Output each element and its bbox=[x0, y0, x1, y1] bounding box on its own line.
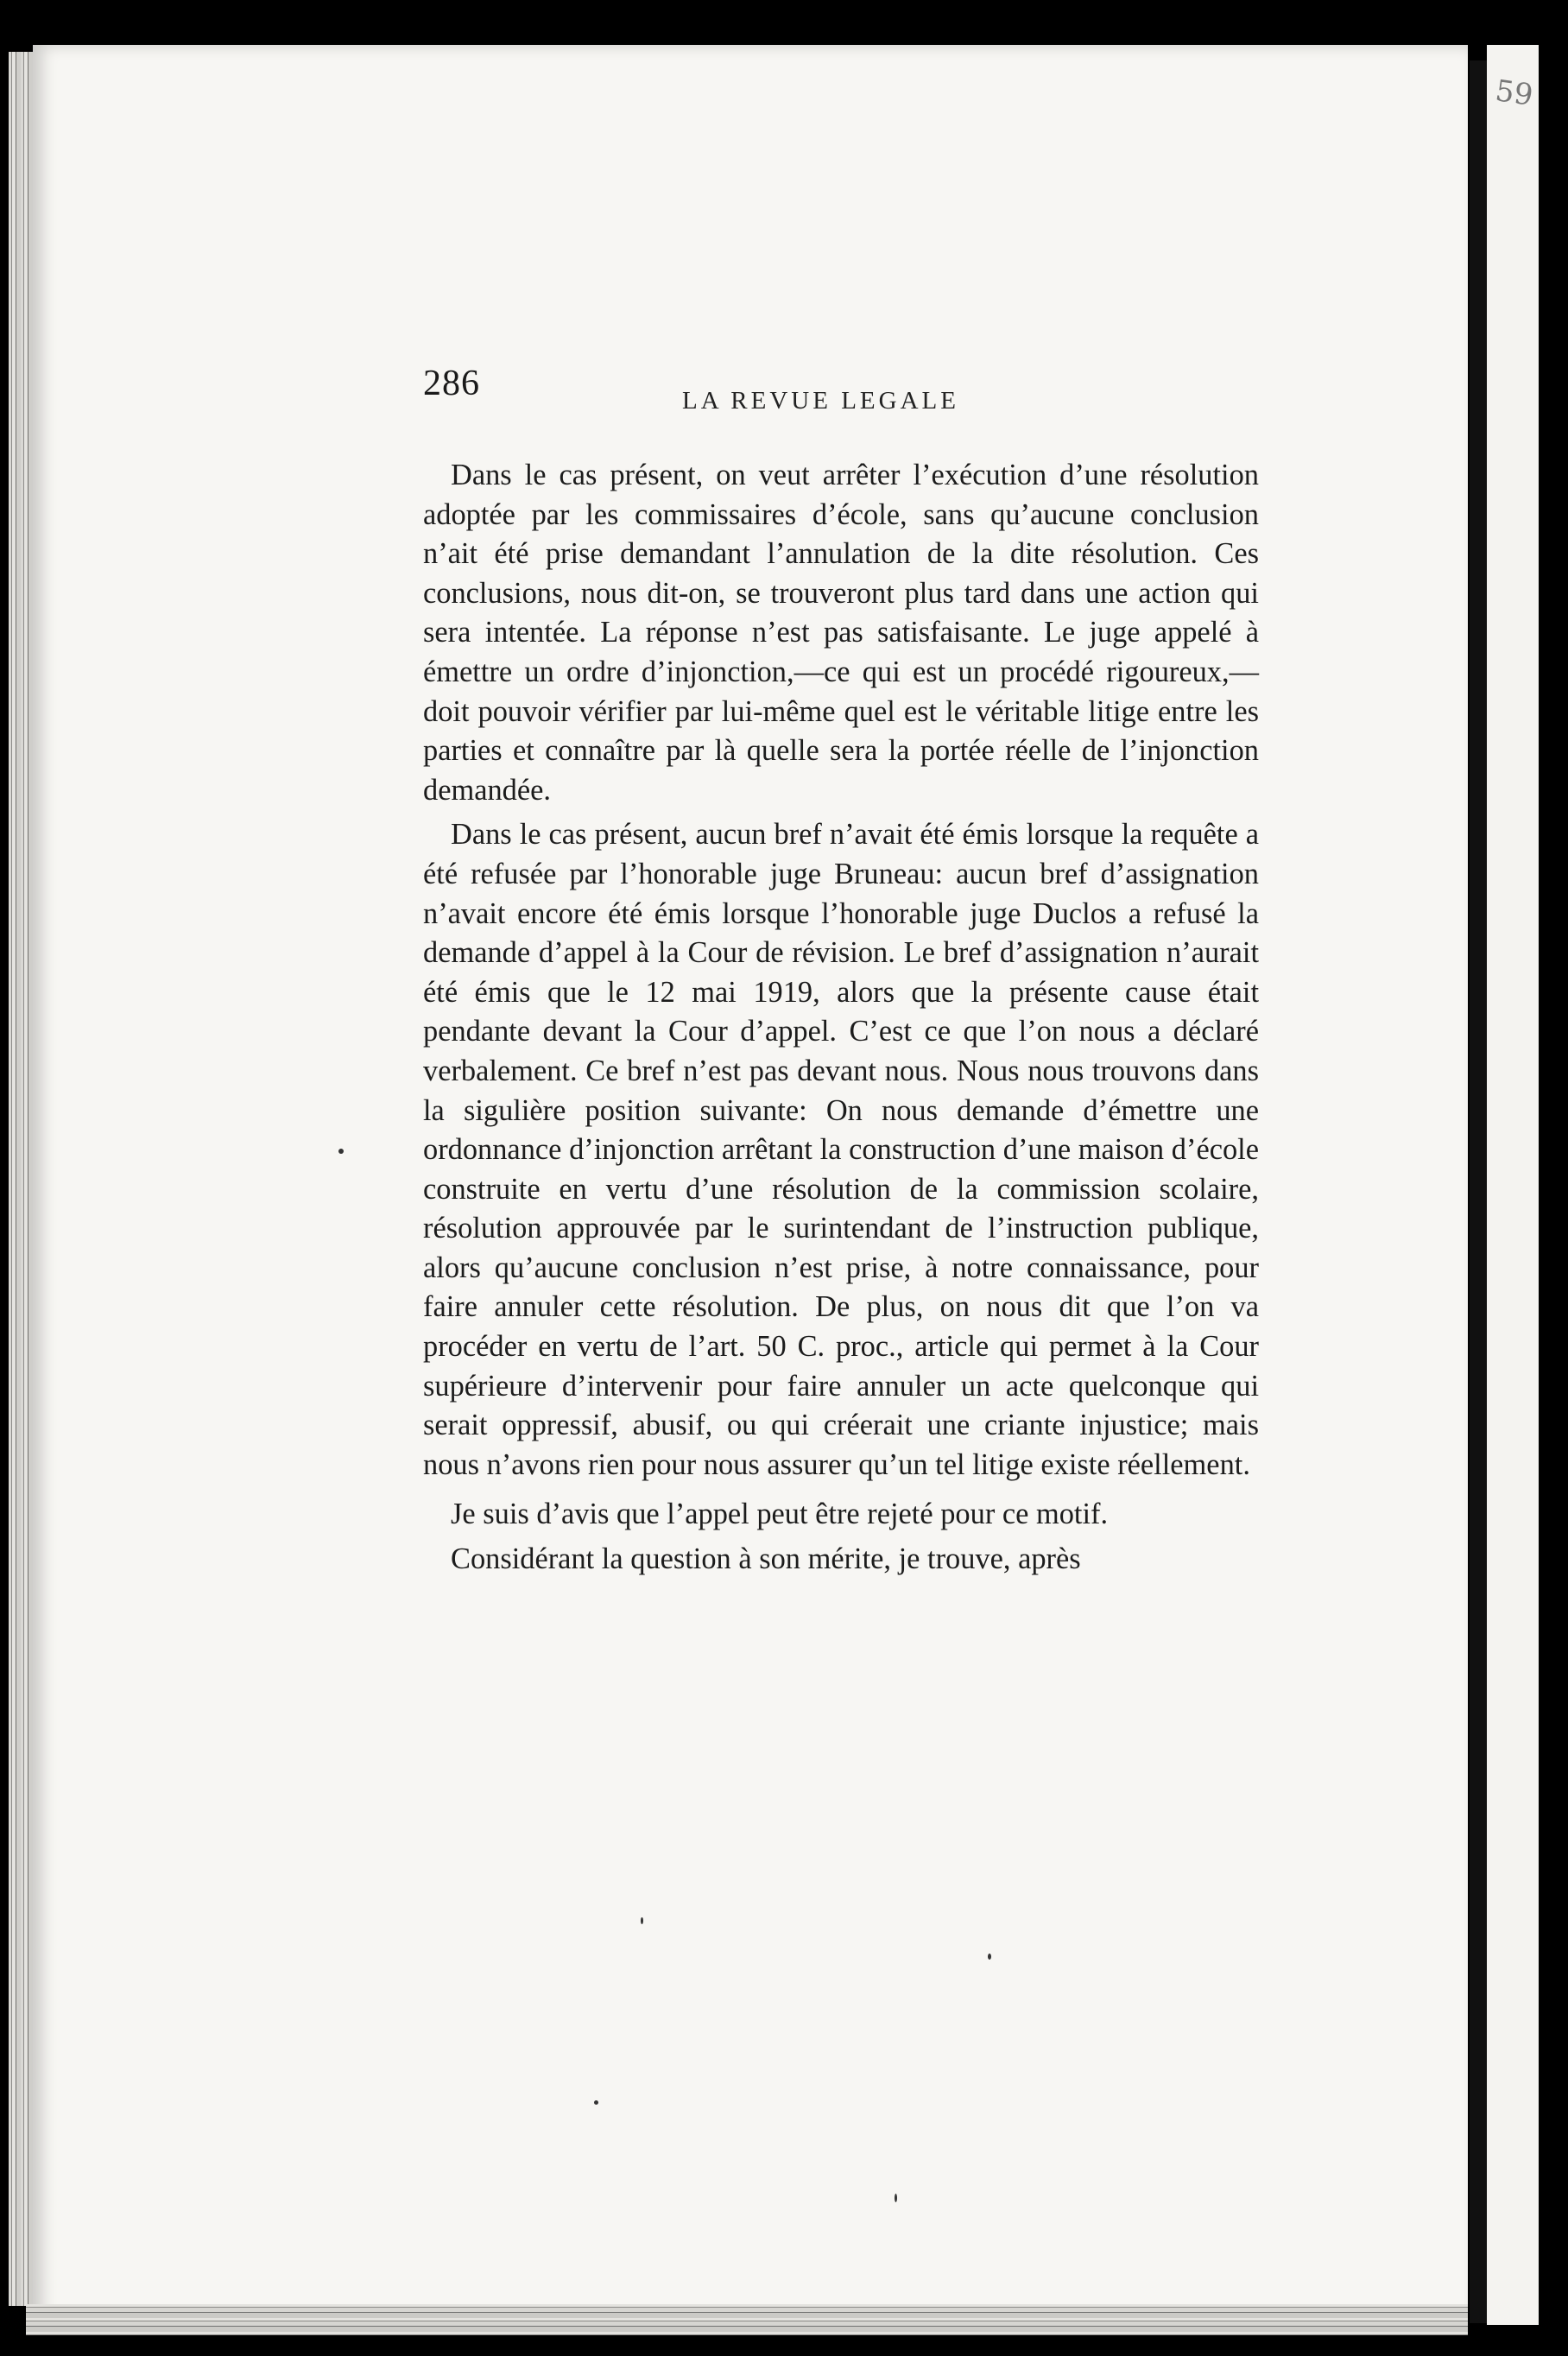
scan-speck bbox=[641, 1917, 643, 1924]
paragraph-3: Je suis d’avis que l’appel peut être rejeté pour ce motif. bbox=[451, 1498, 1109, 1531]
page-stack-bottom-edge bbox=[26, 2304, 1468, 2335]
paragraph-2: Dans le cas présent, aucun bref n’avait été émis lorsque la requête a été refusée par l’honorable juge Bruneau: aucun bref d’assignation n’avait encore été émis lorsque l’honorable juge Duclos a refusé la demande d’appel à la Cour de révision. Le bref d’assignation n’aurait été émis que le 12 mai 1919, alors que la présente cause était pendante devant la Cour d’appel. C’est ce que l’on nous a déclaré verbalement. Ce bref n’est pas devant nous. Nous nous trouvons dans la sigulière position suivante: On nous demande d’émettre une ordonnance d’injonction arrêtant la construction d’une maison d’école construite en vertu d’une résolution de la commission scolaire, résolution approuvée par le surintendant de l’instruction publique, alors qu’aucune conclusion n’est prise, à notre connaissance, pour faire annuler cette résolution. De plus, on nous dit que l’on va procéder en vertu de l’art. 50 C. proc., article qui permet à la Cour supérieure d’intervenir pour faire annuler un acte quelconque qui serait oppressif, abusif, ou qui créerait une criante injustice; mais nous n’avons rien pour nous assurer qu’un tel litige existe réellement. bbox=[423, 818, 1259, 1481]
body-text bbox=[423, 456, 1259, 1580]
page-number: 286 bbox=[423, 364, 480, 403]
scan-speck bbox=[988, 1954, 991, 1960]
adjacent-page-strip bbox=[1487, 45, 1539, 2325]
paragraph-4: Considérant la question à son mérite, je trouve, après bbox=[451, 1542, 1081, 1576]
scan-speck bbox=[895, 2194, 897, 2202]
paragraph-1: Dans le cas présent, on veut arrêter l’exécution d’une résolution adoptée par les commissaires d’école, sans qu’aucune conclusion n’ait été prise demandant l’annulation de la dite résolution. Ces conclusions, nous dit-on, se trouveront plus tard dans une action qui sera intentée. La réponse n’est pas satisfaisante. Le juge appelé à émettre un ordre d’injonction,—ce qui est un procédé rigoureux,—doit pouvoir vérifier par lui-même quel est le véritable litige entre les parties et connaître par là quelle sera la portée réelle de l’injonction demandée. bbox=[423, 459, 1259, 807]
running-head: LA REVUE LEGALE bbox=[682, 387, 959, 415]
scan-speck bbox=[338, 1149, 344, 1154]
scan-speck bbox=[594, 2100, 598, 2105]
binding-shadow-band bbox=[1470, 60, 1487, 2323]
adjacent-page-mark: 59 bbox=[1493, 73, 1535, 113]
